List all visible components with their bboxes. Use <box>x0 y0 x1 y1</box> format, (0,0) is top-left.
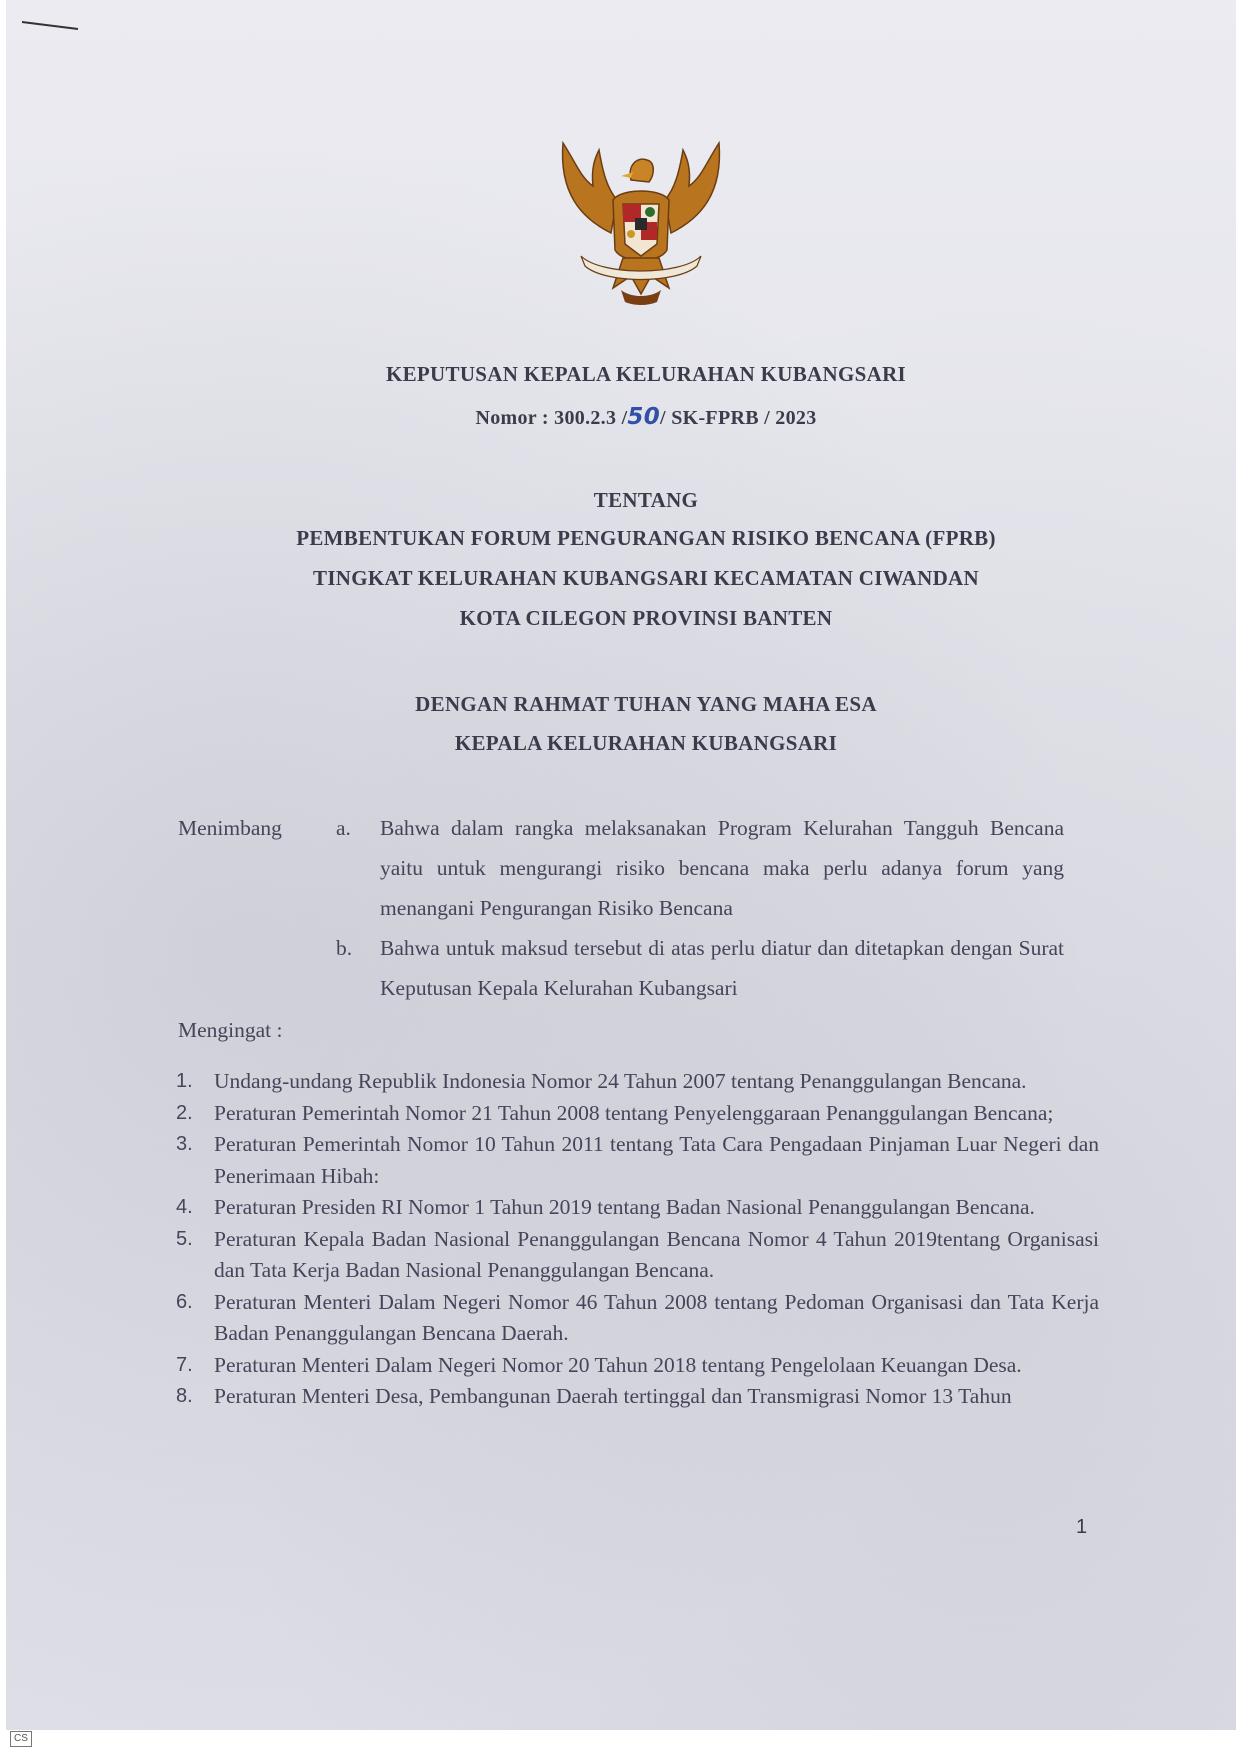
regulation-list <box>174 1066 1099 1413</box>
regulation-item <box>174 1381 1099 1413</box>
regulation-item <box>174 1224 1099 1287</box>
regulation-text: Peraturan Presiden RI Nomor 1 Tahun 2019 tentang Badan Nasional Penanggulangan Bencana. <box>214 1195 1035 1219</box>
tentang-heading: TENTANG <box>593 488 699 512</box>
regulation-item <box>174 1350 1099 1382</box>
regulation-text: Peraturan Menteri Desa, Pembangunan Daerah tertinggal dan Transmigrasi Nomor 13 Tahun <box>214 1384 1012 1408</box>
regulation-text: Peraturan Kepala Badan Nasional Penanggulangan Bencana Nomor 4 Tahun 2019tentang Organisasi dan Tata Kerja Badan Nasional Penanggulangan Bencana. <box>214 1226 1099 1282</box>
consideration-text: Bahwa untuk maksud tersebut di atas perlu diatur dan ditetapkan dengan Surat Keputusan Kepala Kelurahan Kubangsari <box>380 936 1064 1000</box>
page-number: 1 <box>1076 1516 1088 1538</box>
subject-line-2: TINGKAT KELURAHAN KUBANGSARI KECAMATAN CIWANDAN <box>313 566 979 590</box>
regulation-number: 3. <box>176 1133 193 1155</box>
regulation-number: 8. <box>176 1385 193 1407</box>
handwritten-number: 50 <box>627 404 661 430</box>
garuda-emblem-icon <box>551 138 731 308</box>
decree-number <box>156 404 1136 430</box>
regulation-number: 5. <box>176 1227 193 1250</box>
authority-heading: KEPALA KELURAHAN KUBANGSARI <box>454 731 838 755</box>
regulation-number: 2. <box>176 1101 193 1124</box>
consideration-text: Bahwa dalam rangka melaksanakan Program Kelurahan Tangguh Bencana yaitu untuk mengurangi risiko bencana maka perlu adanya forum yang menangani Pengurangan Risiko Bencana <box>380 816 1064 920</box>
menimbang-label: Menimbang <box>178 816 282 840</box>
decree-number-suffix: / SK-FPRB / 2023 <box>660 407 817 429</box>
regulation-text: Peraturan Pemerintah Nomor 21 Tahun 2008 tentang Penyelenggaraan Penanggulangan Bencana; <box>214 1100 1054 1125</box>
decree-number-prefix: Nomor : 300.2.3 / <box>475 407 628 429</box>
regulation-number: 7. <box>176 1353 193 1376</box>
regulation-number: 4. <box>176 1196 193 1218</box>
consideration-marker: b. <box>336 936 353 960</box>
mengingat-label: Mengingat : <box>178 1018 283 1042</box>
regulation-item <box>174 1098 1099 1130</box>
regulation-text: Peraturan Pemerintah Nomor 10 Tahun 2011 tentang Tata Cara Pengadaan Pinjaman Luar Negeri dan Penerimaan Hibah: <box>214 1132 1099 1188</box>
document-page <box>6 0 1236 1730</box>
regulation-item <box>174 1129 1099 1192</box>
regulation-text: Peraturan Menteri Dalam Negeri Nomor 20 Tahun 2018 tentang Pengelolaan Keuangan Desa. <box>214 1352 1022 1377</box>
regulation-item <box>174 1066 1099 1098</box>
subject-line-3: KOTA CILEGON PROVINSI BANTEN <box>459 606 833 630</box>
pen-mark <box>20 18 82 32</box>
regulation-number: 1. <box>176 1070 193 1092</box>
regulation-number: 6. <box>176 1290 193 1313</box>
regulation-text: Undang-undang Republik Indonesia Nomor 24 Tahun 2007 tentang Penanggulangan Bencana. <box>214 1069 1027 1093</box>
camscanner-logo-icon: CS <box>10 1731 32 1747</box>
regulation-item <box>174 1192 1099 1224</box>
regulation-text: Peraturan Menteri Dalam Negeri Nomor 46 Tahun 2008 tentang Pedoman Organisasi dan Tata Kerja Badan Penanggulangan Bencana Daerah. <box>214 1289 1099 1345</box>
consideration-marker: a. <box>336 816 351 840</box>
opening-phrase: DENGAN RAHMAT TUHAN YANG MAHA ESA <box>415 692 877 716</box>
subject-line-1: PEMBENTUKAN FORUM PENGURANGAN RISIKO BENCANA (FPRB) <box>296 526 996 550</box>
regulation-item <box>174 1287 1099 1350</box>
decree-title: KEPUTUSAN KEPALA KELURAHAN KUBANGSARI <box>385 362 907 386</box>
